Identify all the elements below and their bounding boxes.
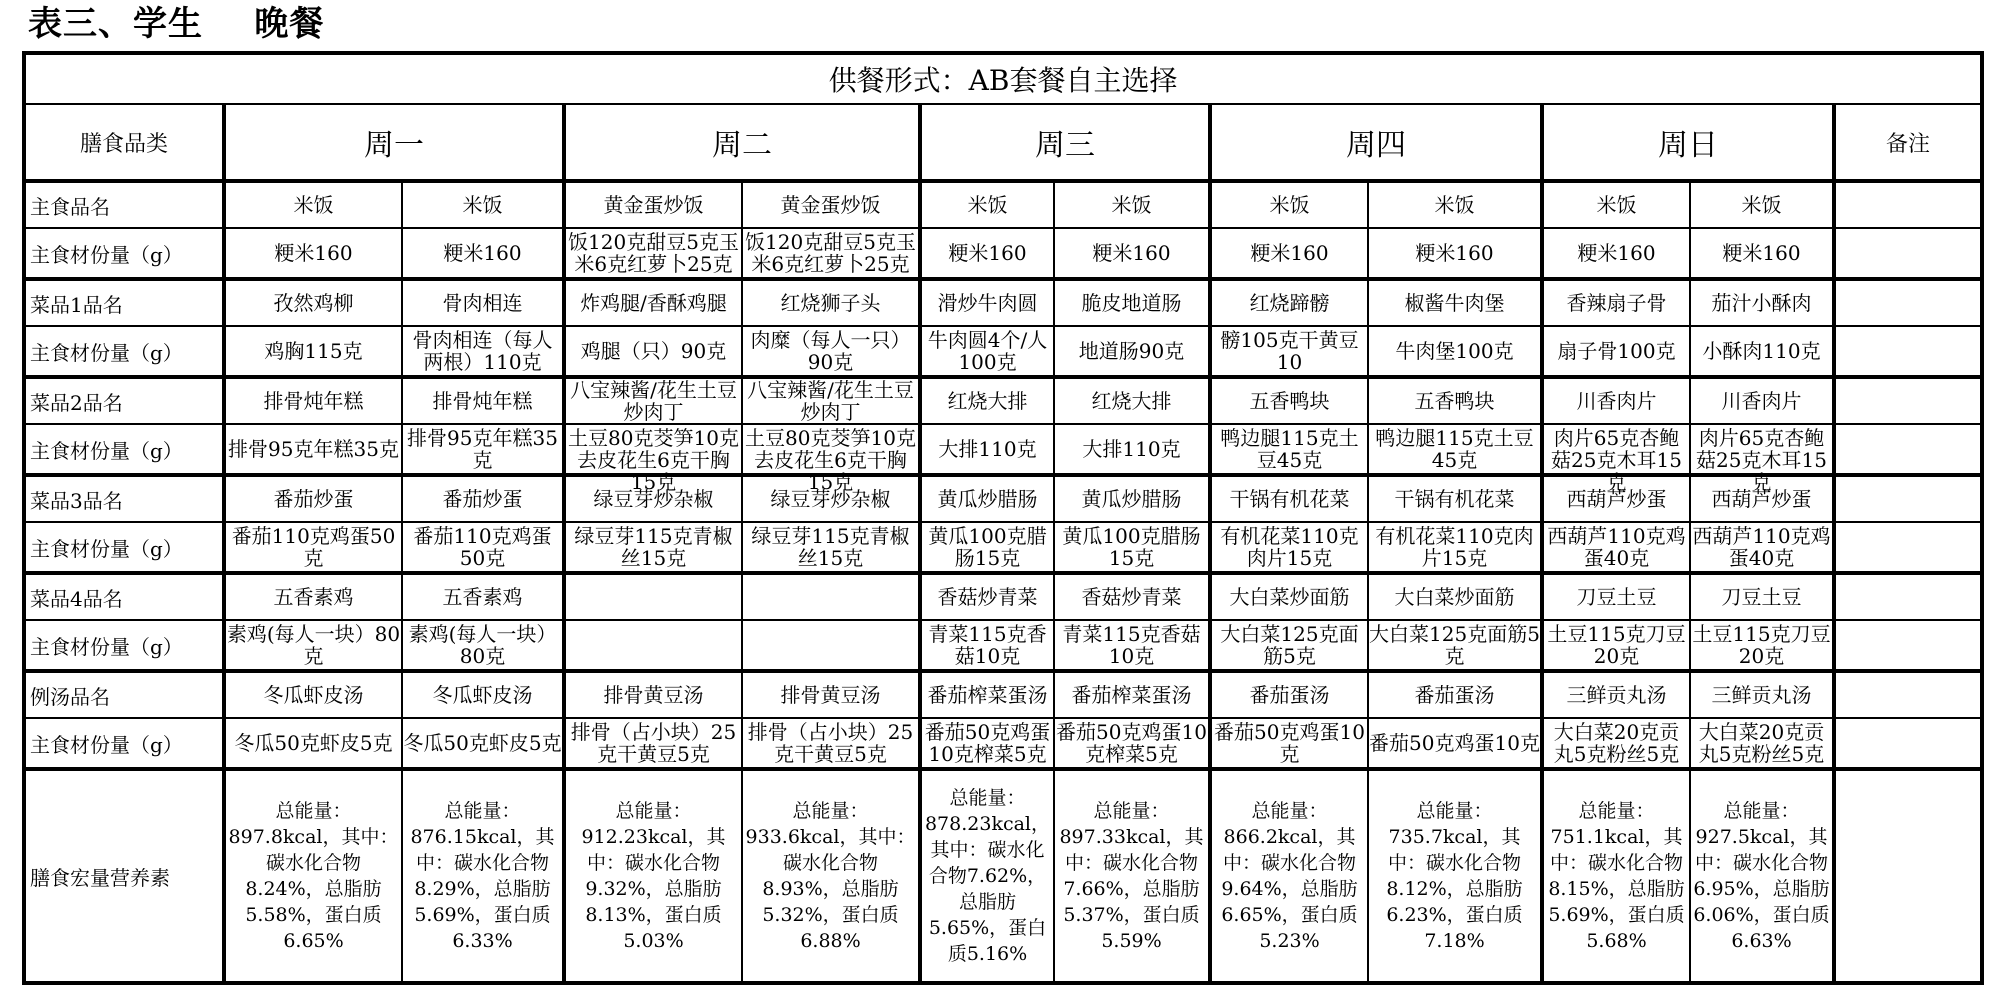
ingredient-amount-text: 番茄50克鸡蛋10克 [1214,720,1365,766]
ingredient-amount-cell [402,326,564,377]
dish-name-cell: 大白菜炒面筋 [1210,573,1368,620]
dish-name-cell: 川香肉片 [1690,377,1834,424]
ingredient-amount-cell [402,620,564,671]
note-cell [1834,620,1982,671]
nutrition-cell: 总能量：735.7kcal，其中：碳水化合物8.12%，总脂肪6.23%，蛋白质7.18% [1368,769,1542,983]
menu-row-amount [24,718,1982,769]
dish-name-cell: 番茄榨菜蛋汤 [1054,671,1210,718]
menu-row-name [24,475,1982,522]
ingredient-amount-text: 大排110克 [938,437,1037,461]
dish-name-cell: 三鲜贡丸汤 [1542,671,1690,718]
ingredient-amount-cell [1690,718,1834,769]
ingredient-amount-text: 排骨95克年糕35克 [407,426,558,472]
header-row [24,104,1982,181]
ingredient-amount-cell [1542,718,1690,769]
header-day-wednesday: 周三 [920,104,1210,181]
ingredient-amount-text: 粳米160 [1722,241,1801,265]
menu-row-amount [24,228,1982,279]
menu-row-name [24,671,1982,718]
note-cell [1834,671,1982,718]
dish-name-cell: 西葫芦炒蛋 [1690,475,1834,522]
row-label: 主食材份量（g） [24,228,224,279]
dish-name-cell: 黄瓜炒腊肠 [920,475,1054,522]
note-cell [1834,228,1982,279]
note-cell [1834,522,1982,573]
nutrition-cell: 总能量：912.23kcal，其中：碳水化合物9.32%，总脂肪8.13%，蛋白质5.03% [564,769,742,983]
ingredient-amount-cell [742,718,920,769]
ingredient-amount-text: 番茄50克鸡蛋10克榨菜5克 [1056,720,1207,766]
ingredient-amount-cell [1054,522,1210,573]
dinner-menu-table [22,51,1984,985]
ingredient-amount-text: 牛肉堡100克 [1395,339,1514,363]
ingredient-amount-cell [224,718,402,769]
dish-name-cell: 番茄榨菜蛋汤 [920,671,1054,718]
dish-name-cell: 米饭 [402,181,564,228]
menu-row-name [24,279,1982,326]
ingredient-amount-text: 土豆115克刀豆20克 [1692,622,1831,668]
dish-name-cell: 干锅有机花菜 [1210,475,1368,522]
ingredient-amount-text: 粳米160 [274,241,353,265]
dish-name-cell: 三鲜贡丸汤 [1690,671,1834,718]
ingredient-amount-text: 小酥肉110克 [1702,339,1821,363]
ingredient-amount-text: 粳米160 [1250,241,1329,265]
ingredient-amount-cell [1690,228,1834,279]
ingredient-amount-cell [742,228,920,279]
ingredient-amount-cell [1690,522,1834,573]
note-cell [1834,769,1982,983]
menu-row-amount [24,326,1982,377]
dish-name-cell: 西葫芦炒蛋 [1542,475,1690,522]
ingredient-amount-text: 鸭边腿115克土豆45克 [1220,426,1359,472]
ingredient-amount-text: 冬瓜50克虾皮5克 [234,731,393,755]
header-day-thursday: 周四 [1210,104,1542,181]
dish-name-cell: 炸鸡腿/香酥鸡腿 [564,279,742,326]
ingredient-amount-cell [1542,228,1690,279]
row-label: 主食材份量（g） [24,718,224,769]
ingredient-amount-text: 排骨（占小块）25克干黄豆5克 [747,720,914,766]
ingredient-amount-text: 大白菜20克贡丸5克粉丝5克 [1553,720,1680,766]
note-cell [1834,181,1982,228]
menu-row-name [24,573,1982,620]
ingredient-amount-text: 有机花菜110克肉片15克 [1375,524,1534,570]
dish-name-cell: 冬瓜虾皮汤 [402,671,564,718]
dish-name-cell: 番茄蛋汤 [1368,671,1542,718]
ingredient-amount-cell [564,522,742,573]
dish-name-cell: 骨肉相连 [402,279,564,326]
ingredient-amount-cell [1368,718,1542,769]
nutrition-row [24,769,1982,983]
note-cell [1834,718,1982,769]
ingredient-amount-cell [920,620,1054,671]
ingredient-amount-cell [1210,522,1368,573]
dish-name-cell: 排骨炖年糕 [402,377,564,424]
ingredient-amount-text: 素鸡(每人一块）80克 [408,622,557,668]
nutrition-cell: 总能量：897.33kcal，其中：碳水化合物7.66%，总脂肪5.37%，蛋白质5.59% [1054,769,1210,983]
ingredient-amount-cell [1054,620,1210,671]
page-title: 表三、学生 晚餐 [28,4,325,44]
ingredient-amount-text: 饭120克甜豆5克玉米6克红萝卜25克 [568,230,739,276]
ingredient-amount-text: 排骨95克年糕35克 [228,437,399,461]
ingredient-amount-cell [1542,522,1690,573]
header-note: 备注 [1834,104,1982,181]
ingredient-amount-cell [564,228,742,279]
ingredient-amount-cell [564,620,742,671]
row-label: 例汤品名 [24,671,224,718]
ingredient-amount-cell [920,718,1054,769]
ingredient-amount-cell [402,424,564,475]
ingredient-amount-text: 西葫芦110克鸡蛋40克 [1692,524,1831,570]
ingredient-amount-text: 大白菜125克面筋5克 [1220,622,1359,668]
dish-name-cell: 香菇炒青菜 [1054,573,1210,620]
ingredient-amount-cell [1542,620,1690,671]
dish-name-cell: 排骨黄豆汤 [742,671,920,718]
menu-row-name [24,181,1982,228]
ingredient-amount-cell [564,718,742,769]
nutrition-cell: 总能量：751.1kcal，其中：碳水化合物8.15%，总脂肪5.69%，蛋白质5.68% [1542,769,1690,983]
ingredient-amount-text: 大排110克 [1082,437,1181,461]
nutrition-cell: 总能量：933.6kcal，其中：碳水化合物8.93%，总脂肪5.32%，蛋白质6.88% [742,769,920,983]
ingredient-amount-text: 番茄110克鸡蛋50克 [231,524,396,570]
service-format-banner: 供餐形式：AB套餐自主选择 [24,53,1982,104]
dish-name-cell: 五香鸭块 [1210,377,1368,424]
ingredient-amount-text: 有机花菜110克肉片15克 [1220,524,1359,570]
dish-name-cell: 红烧大排 [920,377,1054,424]
dish-name-cell: 八宝辣酱/花生土豆炒肉丁 [742,377,920,424]
ingredient-amount-text: 大白菜125克面筋5克 [1369,622,1540,668]
dish-name-cell: 红烧狮子头 [742,279,920,326]
dish-name-cell: 八宝辣酱/花生土豆炒肉丁 [564,377,742,424]
nutrition-cell: 总能量：866.2kcal，其中：碳水化合物9.64%，总脂肪6.65%，蛋白质5.23% [1210,769,1368,983]
dish-name-cell: 米饭 [1368,181,1542,228]
header-day-tuesday: 周二 [564,104,920,181]
ingredient-amount-cell [402,718,564,769]
dish-name-cell: 番茄蛋汤 [1210,671,1368,718]
dish-name-cell: 五香鸭块 [1368,377,1542,424]
note-cell [1834,424,1982,475]
dish-name-cell: 米饭 [1210,181,1368,228]
dish-name-cell: 排骨黄豆汤 [564,671,742,718]
ingredient-amount-text: 粳米160 [1577,241,1656,265]
ingredient-amount-cell [742,620,920,671]
ingredient-amount-cell [1542,326,1690,377]
header-category: 膳食品类 [24,104,224,181]
row-label: 菜品2品名 [24,377,224,424]
dish-name-cell: 刀豆土豆 [1690,573,1834,620]
ingredient-amount-text: 髈105克干黄豆10 [1220,328,1359,374]
nutrition-cell: 总能量：878.23kcal，其中：碳水化合物7.62%，总脂肪5.65%，蛋白质5.16% [920,769,1054,983]
note-cell [1834,475,1982,522]
header-day-sunday: 周日 [1542,104,1834,181]
dish-name-cell: 五香素鸡 [402,573,564,620]
ingredient-amount-cell [1368,620,1542,671]
dish-name-cell: 茄汁小酥肉 [1690,279,1834,326]
ingredient-amount-text: 黄瓜100克腊肠15克 [1062,524,1201,570]
dish-name-cell: 大白菜炒面筋 [1368,573,1542,620]
dish-name-cell: 五香素鸡 [224,573,402,620]
dish-name-cell [564,573,742,620]
dish-name-cell: 刀豆土豆 [1542,573,1690,620]
header-day-monday: 周一 [224,104,564,181]
ingredient-amount-cell [1368,326,1542,377]
ingredient-amount-cell [1368,424,1542,475]
row-label: 菜品1品名 [24,279,224,326]
ingredient-amount-cell [1368,228,1542,279]
ingredient-amount-cell [224,424,402,475]
ingredient-amount-cell [1690,620,1834,671]
ingredient-amount-text: 番茄50克鸡蛋10克 [1369,731,1540,755]
ingredient-amount-text: 土豆80克茭笋10克去皮花生6克干胸15克 [745,426,916,494]
ingredient-amount-cell [920,522,1054,573]
menu-row-amount [24,522,1982,573]
dish-name-cell: 孜然鸡柳 [224,279,402,326]
ingredient-amount-text: 青菜115克香菇10克 [1062,622,1201,668]
ingredient-amount-cell [564,424,742,494]
row-label: 主食品名 [24,181,224,228]
banner-row [24,53,1982,104]
row-label: 菜品4品名 [24,573,224,620]
dish-name-cell: 绿豆芽炒杂椒 [564,475,742,522]
ingredient-amount-cell [1690,326,1834,377]
dish-name-cell: 米饭 [1690,181,1834,228]
ingredient-amount-cell [920,326,1054,377]
ingredient-amount-cell [1210,228,1368,279]
ingredient-amount-cell [224,326,402,377]
ingredient-amount-cell [1210,424,1368,475]
ingredient-amount-text: 番茄110克鸡蛋50克 [413,524,552,570]
ingredient-amount-cell [1054,228,1210,279]
ingredient-amount-text: 绿豆芽115克青椒丝15克 [574,524,733,570]
ingredient-amount-text: 土豆115克刀豆20克 [1547,622,1686,668]
dish-name-cell: 黄金蛋炒饭 [742,181,920,228]
ingredient-amount-cell [742,522,920,573]
menu-row-amount [24,620,1982,671]
nutrition-cell: 总能量：876.15kcal，其中：碳水化合物8.29%，总脂肪5.69%，蛋白质6.33% [402,769,564,983]
ingredient-amount-cell [1054,326,1210,377]
ingredient-amount-cell [742,424,920,494]
ingredient-amount-text: 鸡胸115克 [264,339,363,363]
dish-name-cell: 椒酱牛肉堡 [1368,279,1542,326]
dish-name-cell: 红烧蹄髈 [1210,279,1368,326]
dish-name-cell: 香辣扇子骨 [1542,279,1690,326]
ingredient-amount-text: 鸡腿（只）90克 [580,339,727,363]
dish-name-cell: 滑炒牛肉圆 [920,279,1054,326]
ingredient-amount-text: 绿豆芽115克青椒丝15克 [751,524,910,570]
dish-name-cell: 脆皮地道肠 [1054,279,1210,326]
ingredient-amount-text: 骨肉相连（每人两根）110克 [412,328,553,374]
ingredient-amount-cell [1054,424,1210,475]
ingredient-amount-text: 西葫芦110克鸡蛋40克 [1547,524,1686,570]
ingredient-amount-text: 粳米160 [443,241,522,265]
ingredient-amount-cell [564,326,742,377]
ingredient-amount-cell [1210,620,1368,671]
dish-name-cell: 川香肉片 [1542,377,1690,424]
note-cell [1834,573,1982,620]
ingredient-amount-text: 地道肠90克 [1078,339,1185,363]
dish-name-cell: 米饭 [920,181,1054,228]
ingredient-amount-text: 肉片65克杏鲍菇25克木耳15克 [1696,426,1827,494]
dish-name-cell: 红烧大排 [1054,377,1210,424]
dish-name-cell: 黄瓜炒腊肠 [1054,475,1210,522]
ingredient-amount-text: 黄瓜100克腊肠15克 [928,524,1047,570]
ingredient-amount-text: 粳米160 [1092,241,1171,265]
ingredient-amount-text: 鸭边腿115克土豆45克 [1375,426,1534,472]
row-label: 主食材份量（g） [24,522,224,573]
ingredient-amount-cell [1542,424,1690,494]
dish-name-cell: 番茄炒蛋 [402,475,564,522]
ingredient-amount-text: 青菜115克香菇10克 [928,622,1047,668]
ingredient-amount-cell [402,522,564,573]
ingredient-amount-text: 番茄50克鸡蛋10克榨菜5克 [924,720,1051,766]
dish-name-cell: 米饭 [224,181,402,228]
ingredient-amount-cell [1210,718,1368,769]
dish-name-cell: 黄金蛋炒饭 [564,181,742,228]
ingredient-amount-text: 排骨（占小块）25克干黄豆5克 [570,720,737,766]
ingredient-amount-cell [224,522,402,573]
ingredient-amount-cell [402,228,564,279]
ingredient-amount-cell [742,326,920,377]
nutrition-label: 膳食宏量营养素 [24,769,224,983]
ingredient-amount-text: 扇子骨100克 [1557,339,1676,363]
ingredient-amount-cell [1690,424,1834,494]
ingredient-amount-cell [1054,718,1210,769]
note-cell [1834,377,1982,424]
dish-name-cell [742,573,920,620]
ingredient-amount-cell [920,228,1054,279]
dish-name-cell: 冬瓜虾皮汤 [224,671,402,718]
ingredient-amount-text: 肉片65克杏鲍菇25克木耳15克 [1551,426,1682,494]
note-cell [1834,326,1982,377]
row-label: 主食材份量（g） [24,620,224,671]
ingredient-amount-text: 牛肉圆4个/人100克 [927,328,1048,374]
nutrition-cell: 总能量：927.5kcal，其中：碳水化合物6.95%，总脂肪6.06%，蛋白质6.63% [1690,769,1834,983]
row-label: 菜品3品名 [24,475,224,522]
nutrition-cell: 总能量：897.8kcal，其中：碳水化合物8.24%，总脂肪5.58%，蛋白质6.65% [224,769,402,983]
row-label: 主食材份量（g） [24,424,224,475]
ingredient-amount-text: 饭120克甜豆5克玉米6克红萝卜25克 [745,230,916,276]
dish-name-cell: 番茄炒蛋 [224,475,402,522]
ingredient-amount-cell [224,228,402,279]
dish-name-cell: 绿豆芽炒杂椒 [742,475,920,522]
menu-row-name [24,377,1982,424]
ingredient-amount-text: 粳米160 [948,241,1027,265]
ingredient-amount-cell [1368,522,1542,573]
dish-name-cell: 米饭 [1542,181,1690,228]
dish-name-cell: 干锅有机花菜 [1368,475,1542,522]
menu-row-amount [24,424,1982,475]
row-label: 主食材份量（g） [24,326,224,377]
ingredient-amount-cell [224,620,402,671]
ingredient-amount-text: 粳米160 [1415,241,1494,265]
ingredient-amount-cell [920,424,1054,475]
dish-name-cell: 香菇炒青菜 [920,573,1054,620]
dish-name-cell: 米饭 [1054,181,1210,228]
note-cell [1834,279,1982,326]
ingredient-amount-text: 土豆80克茭笋10克去皮花生6克干胸15克 [568,426,739,494]
dish-name-cell: 排骨炖年糕 [224,377,402,424]
ingredient-amount-text: 素鸡(每人一块）80克 [226,622,401,668]
ingredient-amount-text: 大白菜20克贡丸5克粉丝5克 [1698,720,1825,766]
ingredient-amount-cell [1210,326,1368,377]
ingredient-amount-text: 冬瓜50克虾皮5克 [403,731,562,755]
ingredient-amount-text: 肉糜（每人一只）90克 [750,328,911,374]
